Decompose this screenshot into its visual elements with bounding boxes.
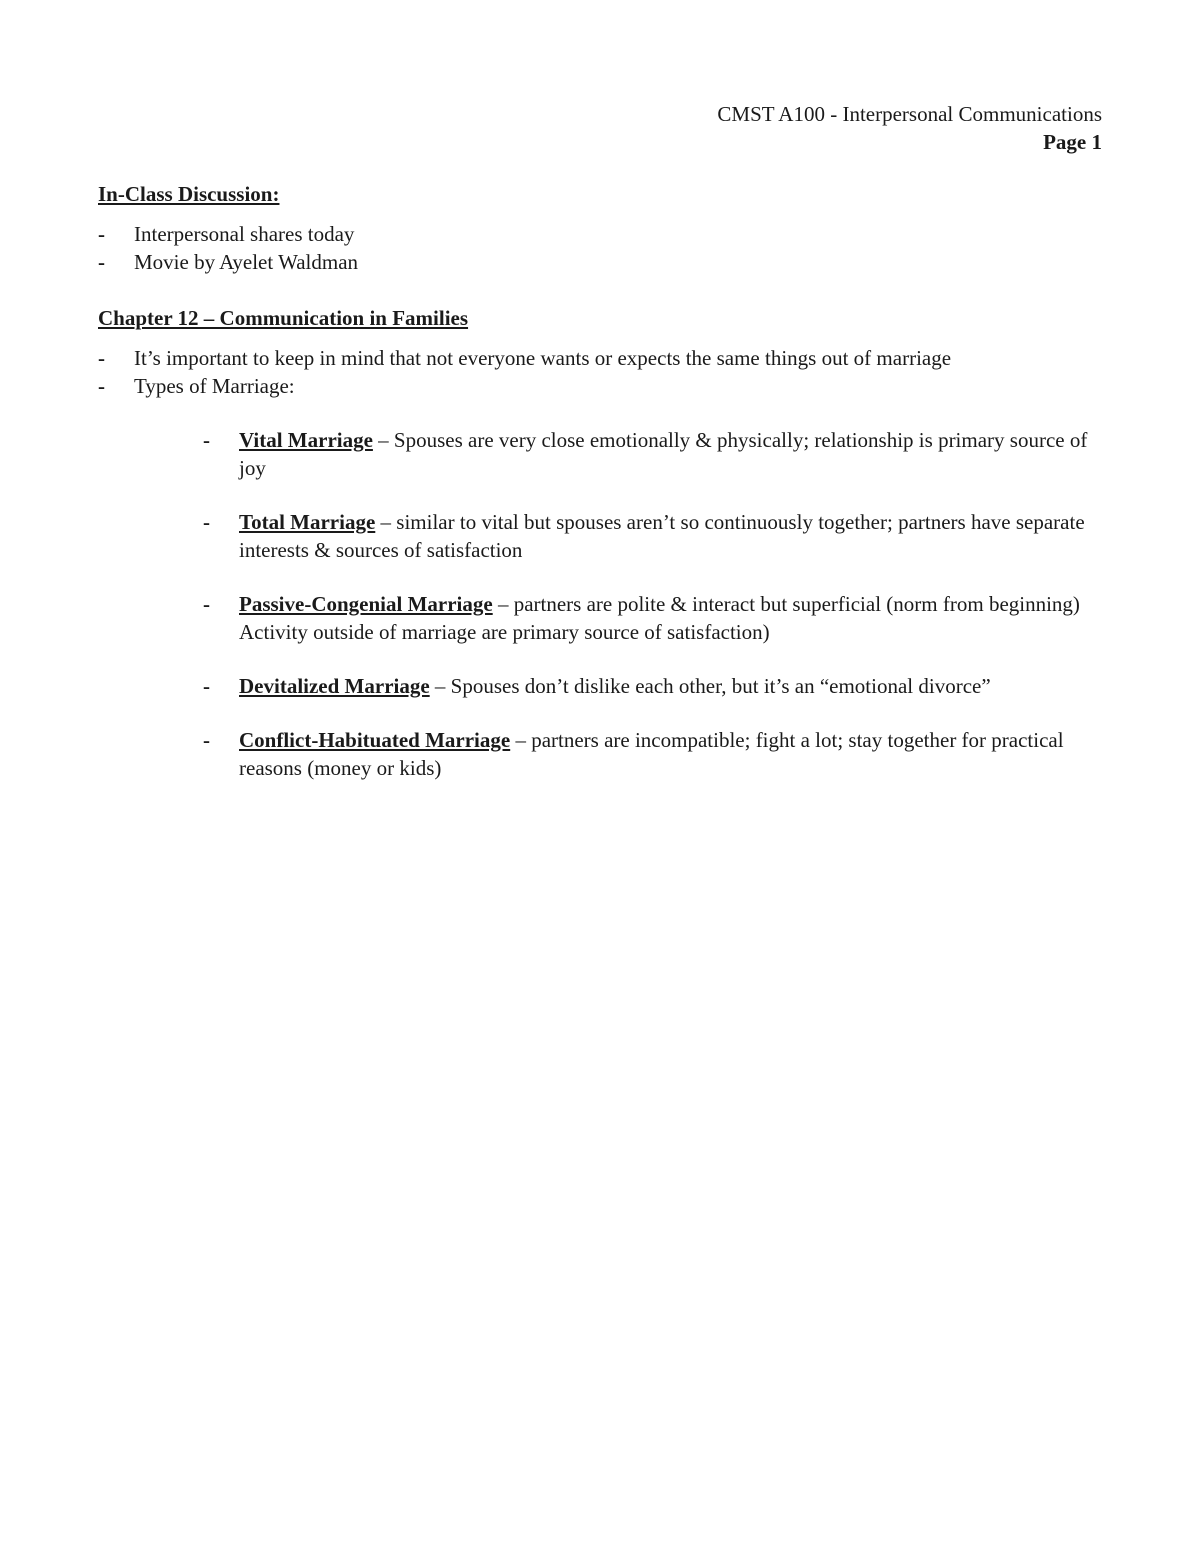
chapter-list xyxy=(98,344,1102,400)
bullet-dash: - xyxy=(203,728,210,752)
marriage-type-desc: – Spouses don’t dislike each other, but it’s an “emotional divorce” xyxy=(429,674,991,698)
bullet-dash: - xyxy=(98,250,105,274)
spacer xyxy=(98,276,1102,304)
chapter-heading: Chapter 12 – Communication in Families xyxy=(98,306,469,330)
list-item-text: Types of Marriage: xyxy=(134,374,295,398)
list-item xyxy=(98,372,1102,400)
in-class-heading: In-Class Discussion: xyxy=(98,182,280,206)
marriage-type-term: Conflict-Habituated Marriage xyxy=(239,728,511,752)
page-header xyxy=(717,100,1102,156)
list-item xyxy=(98,220,1102,248)
marriage-type-desc: – similar to vital but spouses aren’t so continuously together; partners have separate interests & sources of satisfaction xyxy=(239,510,1085,562)
marriage-type-term: Passive-Congenial Marriage xyxy=(239,592,493,616)
marriage-type-item xyxy=(203,508,1102,564)
bullet-dash: - xyxy=(203,428,210,452)
course-title: CMST A100 - Interpersonal Communications xyxy=(717,102,1102,126)
list-item-text: Interpersonal shares today xyxy=(134,222,355,246)
marriage-type-item xyxy=(203,672,1102,700)
marriage-type-item xyxy=(203,590,1102,646)
marriage-types-list xyxy=(203,426,1102,782)
marriage-type-item xyxy=(203,726,1102,782)
bullet-dash: - xyxy=(98,374,105,398)
list-item-text: Movie by Ayelet Waldman xyxy=(134,250,359,274)
bullet-dash: - xyxy=(203,674,210,698)
marriage-type-term: Total Marriage xyxy=(239,510,376,534)
bullet-dash: - xyxy=(203,592,210,616)
marriage-type-desc: – Spouses are very close emotionally & physically; relationship is primary source of joy xyxy=(239,428,1088,480)
bullet-dash: - xyxy=(98,222,105,246)
bullet-dash: - xyxy=(98,346,105,370)
in-class-list xyxy=(98,220,1102,276)
marriage-type-term: Vital Marriage xyxy=(239,428,373,452)
marriage-type-item xyxy=(203,426,1102,482)
list-item xyxy=(98,344,1102,372)
marriage-type-term: Devitalized Marriage xyxy=(239,674,430,698)
document-body xyxy=(98,180,1102,808)
marriage-type-desc: – partners are polite & interact but superficial (norm from beginning) Activity outside of marriage are primary source of satisfaction) xyxy=(239,592,1080,644)
page-number: Page 1 xyxy=(1043,130,1102,154)
list-item-text: It’s important to keep in mind that not everyone wants or expects the same things out of marriage xyxy=(134,346,952,370)
marriage-type-desc: – partners are incompatible; fight a lot; stay together for practical reasons (money or kids) xyxy=(239,728,1064,780)
list-item xyxy=(98,248,1102,276)
bullet-dash: - xyxy=(203,510,210,534)
